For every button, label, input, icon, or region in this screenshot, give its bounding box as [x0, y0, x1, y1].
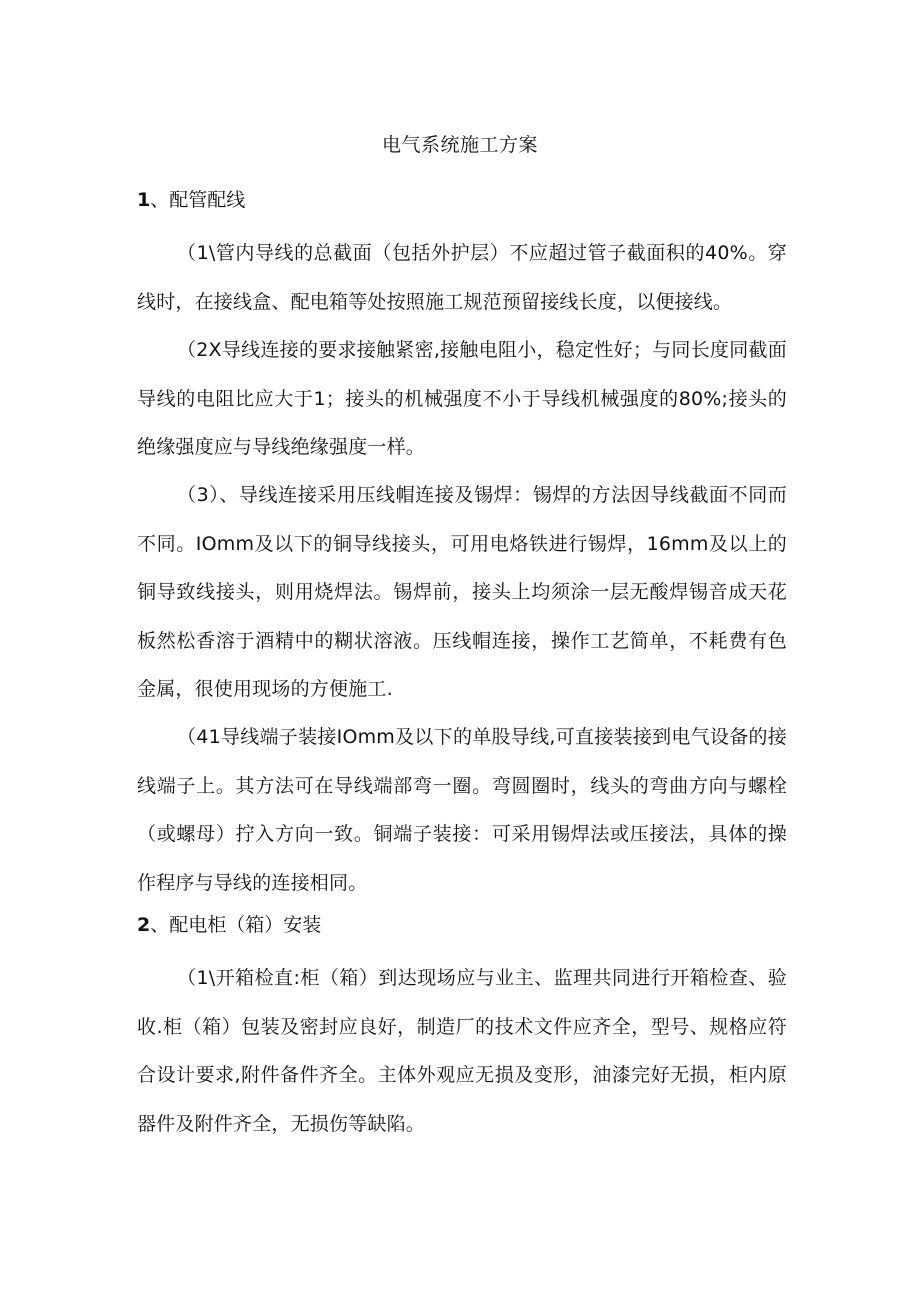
paragraph: （2X导线连接的要求接触紧密,接触电阻小，稳定性好；与同长度同截面导线的电阻比应大于1；接头的机械强度不小于导线机械强度的80%;接头的绝缘强度应与导线绝缘强度一样。 — [137, 339, 787, 458]
section-number: 1 — [137, 189, 151, 211]
paragraph: （41导线端子装接IOmm及以下的单股导线,可直接装接到电气设备的接线端子上。其方法可在导线端部弯一圈。弯圆圈时，线头的弯曲方向与螺栓（或螺母）拧入方向一致。铜端子装接：可采用锡焊法或压接法，具体的操作程序与导线的连接相同。 — [137, 726, 787, 894]
paragraph: （1\管内导线的总截面（包括外护层）不应超过管子截面积的40%。穿线时，在接线盒、配电箱等处按照施工规范预留接线长度，以便接线。 — [137, 242, 787, 313]
section-heading-1 — [137, 186, 245, 214]
section-heading-text: 、配管配线 — [150, 189, 246, 211]
document-title: 电气系统施工方案 — [381, 134, 538, 156]
section-heading-2 — [137, 911, 321, 939]
section-heading-text: 、配电柜（箱）安装 — [150, 914, 322, 936]
section-number: 2 — [137, 914, 151, 936]
paragraph: （1\开箱检直:柜（箱）到达现场应与业主、监理共同进行开箱检查、验收.柜（箱）包装及密封应良好，制造厂的技术文件应齐全，型号、规格应符合设计要求,附件备件齐全。主体外观应无损及变形，油漆完好无损，柜内原器件及附件齐全，无损伤等缺陷。 — [137, 967, 787, 1135]
paragraph: （3）、导线连接采用压线帽连接及锡焊：锡焊的方法因导线截面不同而不同。IOmm及以下的铜导线接头，可用电烙铁进行锡焊，16mm及以上的铜导致线接头，则用烧焊法。锡焊前，接头上均须涂一层无酸焊锡音成天花板然松香溶于酒精中的糊状溶液。压线帽连接，操作工艺简单，不耗费有色金属，很使用现场的方便施工. — [137, 484, 787, 700]
